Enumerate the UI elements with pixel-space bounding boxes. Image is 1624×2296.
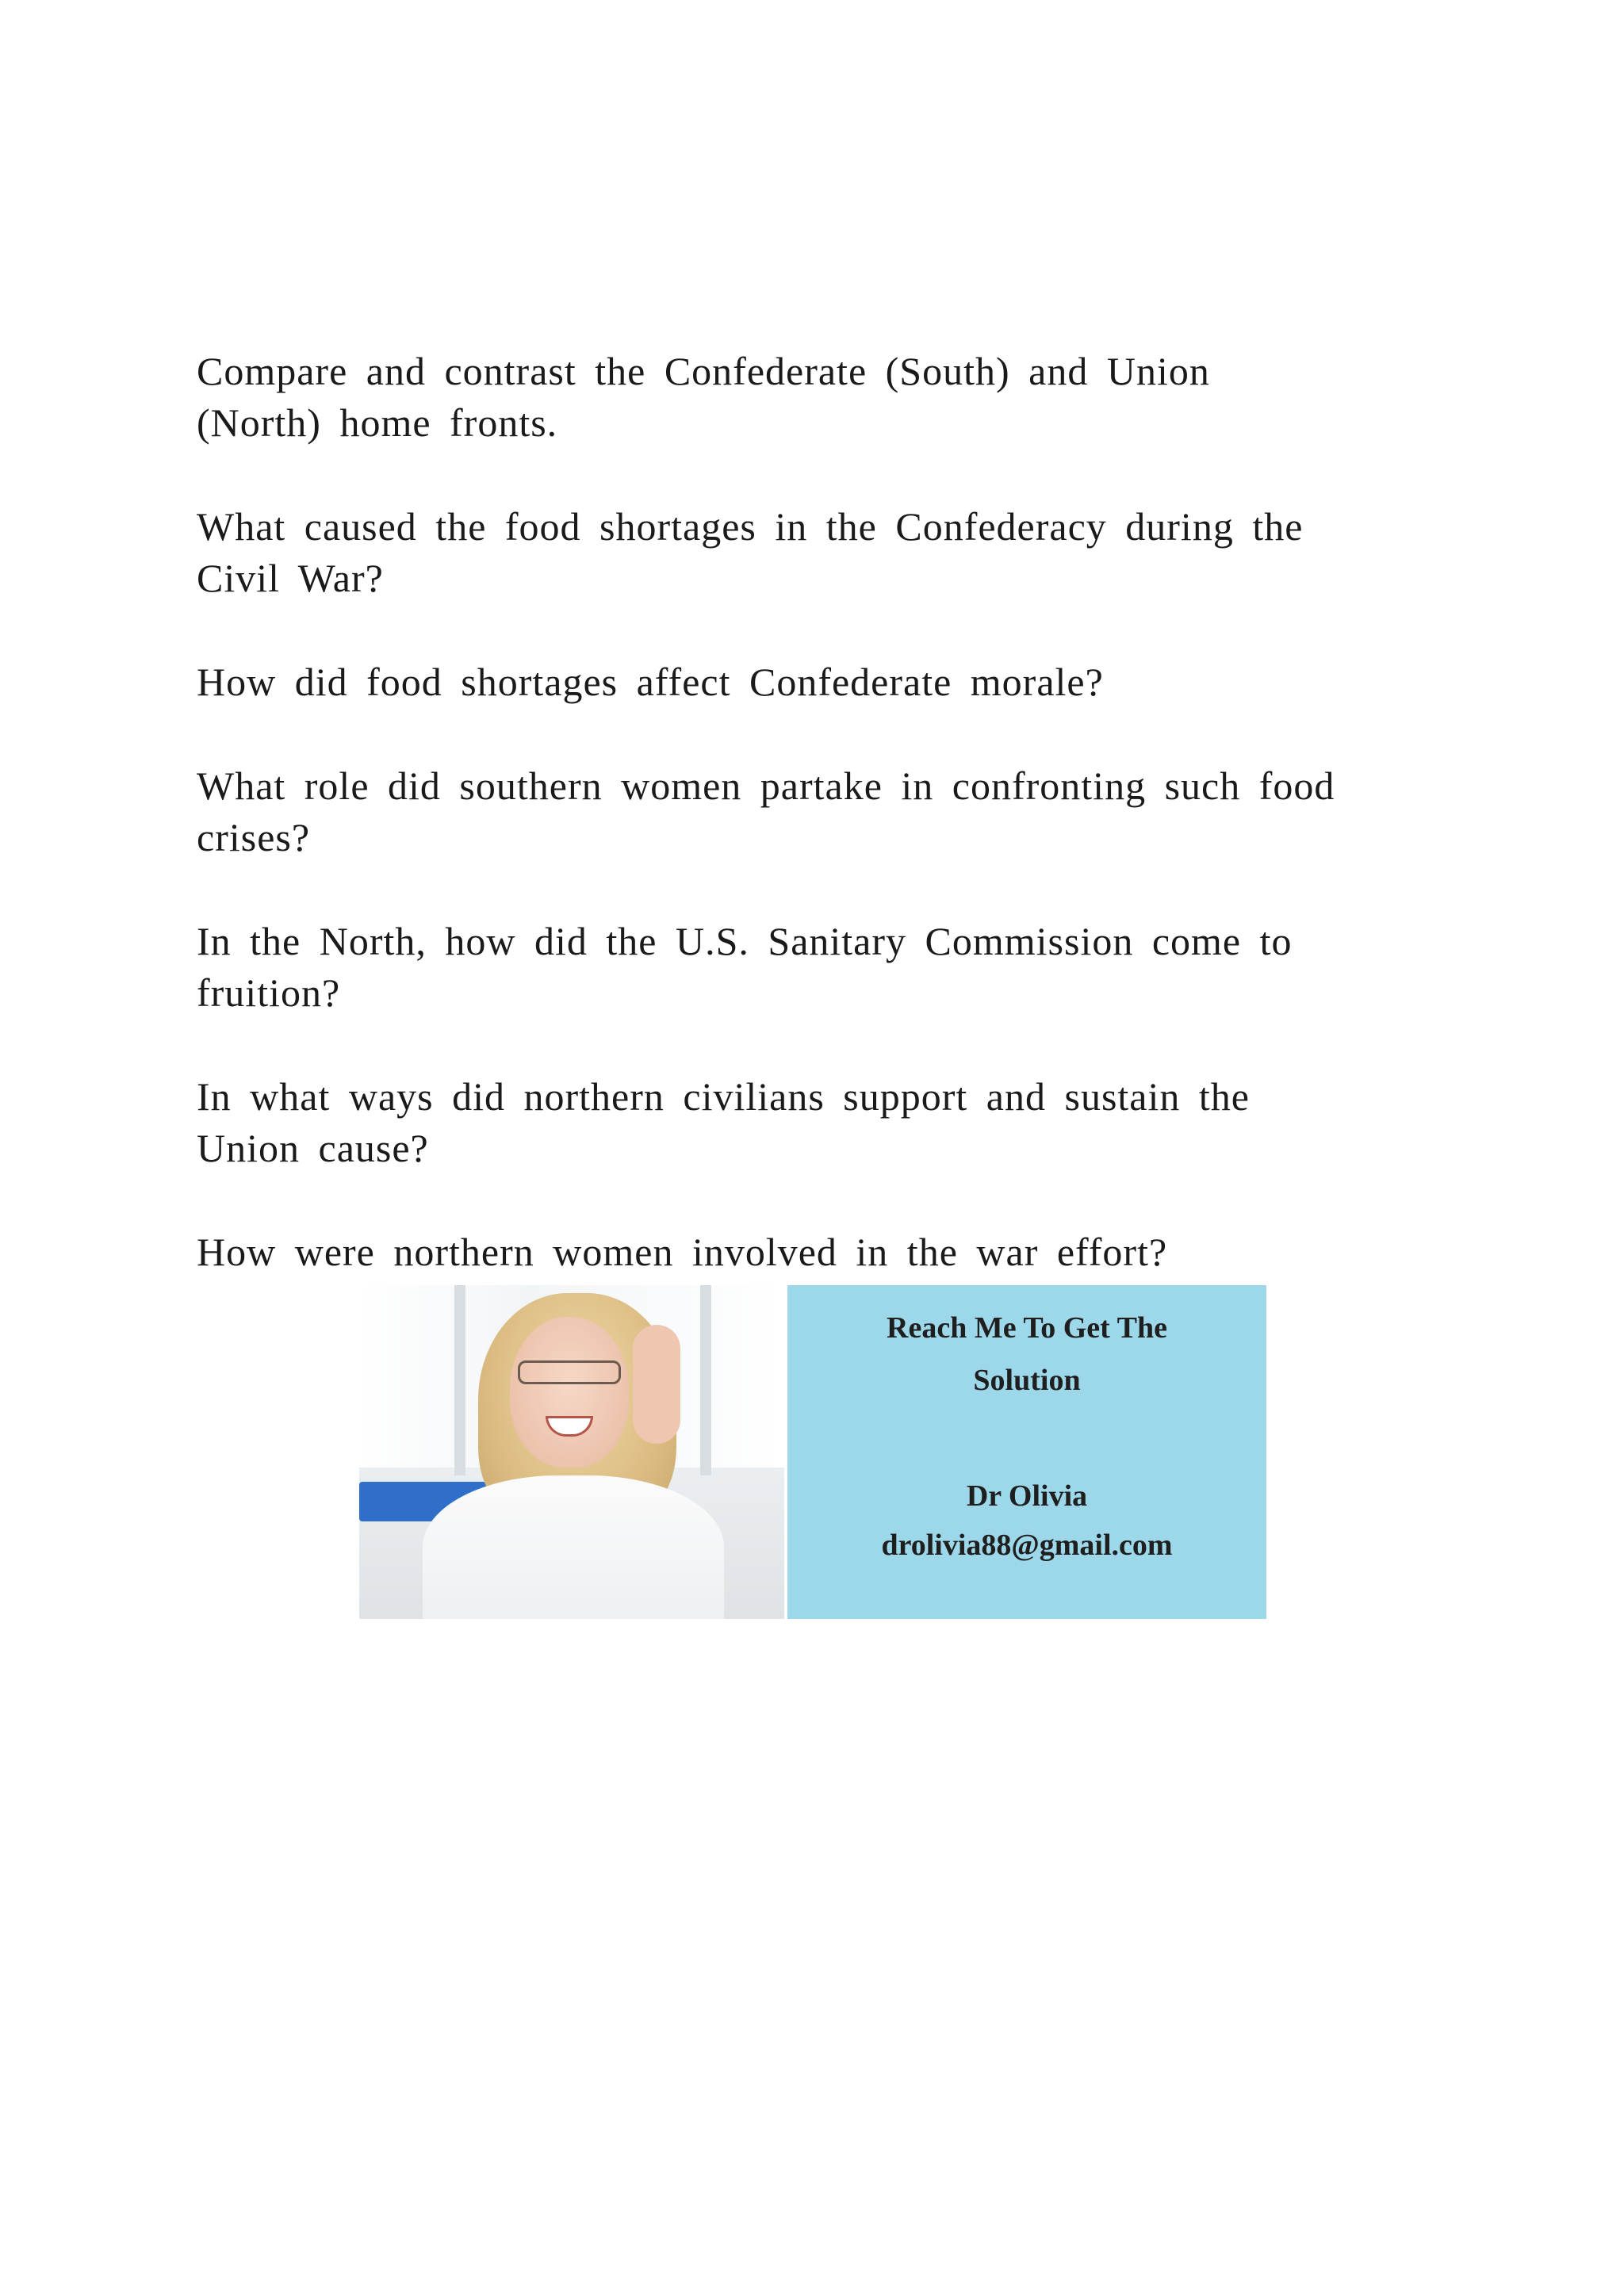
contact-email: drolivia88@gmail.com [881,1529,1173,1562]
question-3: How did food shortages affect Confederate morale? [197,660,1104,704]
face [510,1317,629,1468]
contact-info-panel [787,1285,1266,1619]
question-2: What caused the food shortages in the Confederacy during the Civil War? [197,504,1304,600]
question-4: What role did southern women partake in confronting such food crises? [197,763,1335,859]
window-frame [700,1285,711,1475]
cta-line-1: Reach Me To Get The [887,1311,1167,1345]
contact-banner [359,1285,1266,1619]
window-frame [454,1285,465,1475]
question-7: How were northern women involved in the war effort? [197,1230,1168,1274]
woman-photo [359,1285,784,1619]
hand [633,1325,680,1444]
glasses-icon [518,1360,621,1384]
contact-name: Dr Olivia [966,1479,1088,1513]
blouse [423,1475,724,1619]
cta-line-2: Solution [973,1364,1081,1397]
question-5: In the North, how did the U.S. Sanitary Commission come to fruition? [197,919,1293,1015]
question-6: In what ways did northern civilians support and sustain the Union cause? [197,1074,1250,1170]
question-list [197,346,1434,1278]
question-1: Compare and contrast the Confederate (South) and Union (North) home fronts. [197,349,1210,445]
